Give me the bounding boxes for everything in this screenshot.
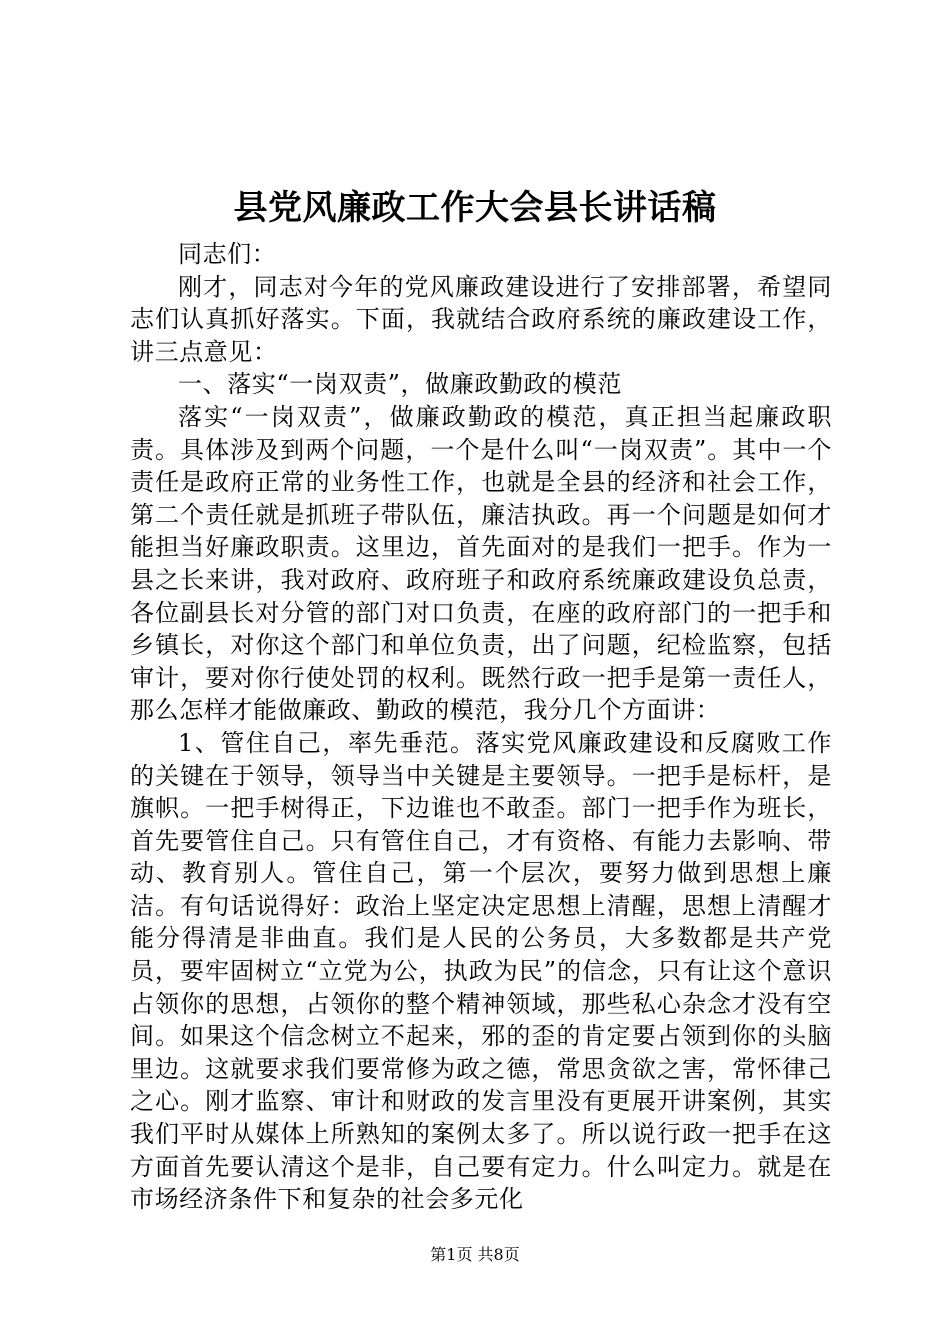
document-body [130, 238, 832, 1216]
page-footer: 第1页 共8页 [430, 1245, 520, 1264]
section-heading: 一、落实“一岗双责”，做廉政勤政的模范 [178, 370, 622, 399]
body-paragraph: 1、管住自己，率先垂范。落实党风廉政建设和反腐败工作的关键在于领导，领导当中关键是主要领导。一把手是标杆，是旗帜。一把手树得正，下边谁也不敢歪。部门一把手作为班长，首先要管住自己。只有管住自己，才有资格、有能力去影响、带动、教育别人。管住自己，第一个层次，要努力做到思想上廉洁。有句话说得好：政治上坚定决定思想上清醒，思想上清醒才能分得清是非曲直。我们是人民的公务员，大多数都是共产党员，要牢固树立“立党为公，执政为民”的信念，只有让这个意识占领你的思想，占领你的整个精神领域，那些私心杂念才没有空间。如果这个信念树立不起来，邪的歪的肯定要占领到你的头脑里边。这就要求我们要常修为政之德，常思贪欲之害，常怀律己之心。刚才监察、审计和财政的发言里没有更展开讲案例，其实我们平时从媒体上所熟知的案例太多了。所以说行政一把手在这方面首先要认清这个是非，自己要有定力。什么叫定力。就是在市场经济条件下和复杂的社会多元化 [130, 728, 832, 1214]
body-paragraph: 落实“一岗双责”，做廉政勤政的模范，真正担当起廉政职责。具体涉及到两个问题，一个是什么叫“一岗双责”。其中一个责任是政府正常的业务性工作，也就是全县的经济和社会工作，第二个责任就是抓班子带队伍，廉洁执政。再一个问题是如何才能担当好廉政职责。这里边，首先面对的是我们一把手。作为一县之长来讲，我对政府、政府班子和政府系统廉政建设负总责，各位副县长对分管的部门对口负责，在座的政府部门的一把手和乡镇长，对你这个部门和单位负责，出了问题，纪检监察，包括审计，要对你行使处罚的权利。既然行政一把手是第一责任人，那么怎样才能做廉政、勤政的模范，我分几个方面讲： [130, 402, 832, 725]
intro-paragraph: 刚才，同志对今年的党风廉政建设进行了安排部署，希望同志们认真抓好落实。下面，我就结合政府系统的廉政建设工作，讲三点意见： [130, 272, 832, 366]
salutation-paragraph: 同志们： [178, 240, 277, 268]
document-title: 县党风廉政工作大会县长讲话稿 [233, 188, 717, 228]
